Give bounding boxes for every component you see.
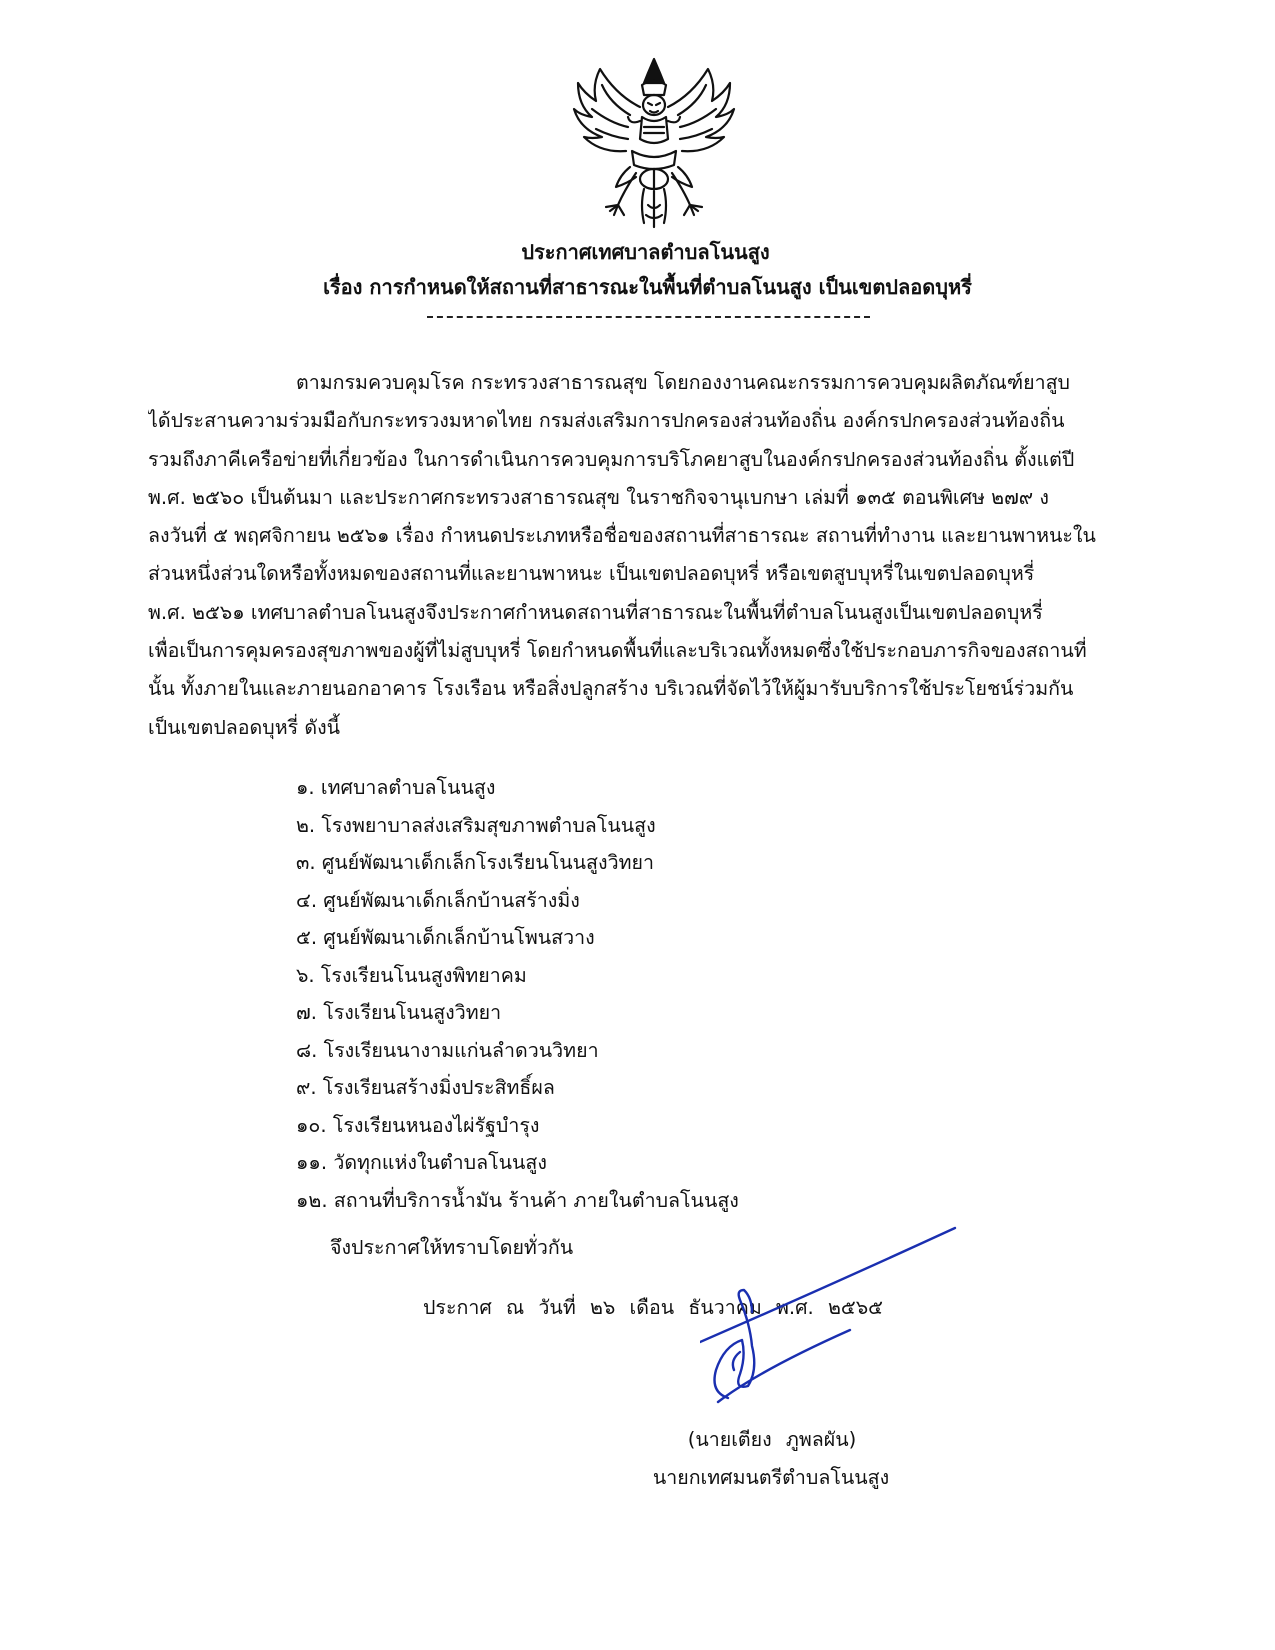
list-item: ๑๒. สถานที่บริการน้ำมัน ร้านค้า ภายในตำบลโนนสูง	[296, 1188, 739, 1212]
title-divider	[427, 316, 870, 318]
body-line: เพื่อเป็นการคุมครองสุขภาพของผู้ที่ไม่สูบบุหรี่ โดยกำหนดพื้นที่และบริเวณทั้งหมดซึ่งใช้ประกอบภารกิจของสถานที่	[148, 639, 1087, 663]
list-item: ๑๐. โรงเรียนหนองไผ่รัฐบำรุง	[296, 1113, 540, 1137]
list-item: ๗. โรงเรียนโนนสูงวิทยา	[296, 1001, 502, 1024]
smoke-free-places-list	[296, 769, 996, 1219]
body-line: ลงวันที่ ๕ พฤศจิกายน ๒๕๖๑ เรื่อง กำหนดประเภทหรือชื่อของสถานที่สาธารณะ สถานที่ทำงาน และยานพาหนะใน	[148, 524, 1096, 548]
list-item: ๑๑. วัดทุกแห่งในตำบลโนนสูง	[296, 1151, 547, 1174]
signer-name: (นายเตียง ภูพลผัน)	[687, 1428, 857, 1451]
signer-position: นายกเทศมนตรีตำบลโนนสูง	[652, 1466, 890, 1489]
list-item: ๖. โรงเรียนโนนสูงพิทยาคม	[296, 963, 527, 987]
body-line: เป็นเขตปลอดบุหรี่ ดังนี้	[148, 715, 341, 739]
list-item: ๘. โรงเรียนนางามแก่นลำดวนวิทยา	[296, 1038, 599, 1062]
list-item: ๙. โรงเรียนสร้างมิ่งประสิทธิ์ผล	[296, 1076, 555, 1099]
announcement-date: ประกาศ ณ วันที่ ๒๖ เดือน ธันวาคม พ.ศ. ๒๕๖๕	[423, 1296, 884, 1319]
list-item: ๓. ศูนย์พัฒนาเด็กเล็กโรงเรียนโนนสูงวิทยา	[296, 851, 654, 874]
body-line: ส่วนหนึ่งส่วนใดหรือทั้งหมดของสถานที่และยานพาหนะ เป็นเขตปลอดบุหรี่ หรือเขตสูบบุหรี่ในเขตปลอดบุหรี่	[148, 562, 1035, 586]
list-item: ๔. ศูนย์พัฒนาเด็กเล็กบ้านสร้างมิ่ง	[296, 888, 580, 912]
document-title: ประกาศเทศบาลตำบลโนนสูง	[521, 240, 770, 264]
body-line: ได้ประสานความร่วมมือกับกระทรวงมหาดไทย กรมส่งเสริมการปกครองส่วนท้องถิ่น องค์กรปกครองส่วนท้องถิ่น	[148, 409, 1065, 433]
garuda-emblem	[570, 55, 738, 230]
body-line: พ.ศ. ๒๕๖๐ เป็นต้นมา และประกาศกระทรวงสาธารณสุข ในราชกิจจานุเบกษา เล่มที่ ๑๓๕ ตอนพิเศษ ๒๗๙ ง	[148, 485, 1049, 509]
document-subject: เรื่อง การกำหนดให้สถานที่สาธารณะในพื้นที่ตำบลโนนสูง เป็นเขตปลอดบุหรี่	[323, 275, 972, 299]
list-item: ๑. เทศบาลตำบลโนนสูง	[296, 776, 496, 799]
handwritten-signature	[700, 1220, 1020, 1420]
body-line: นั้น ทั้งภายในและภายนอกอาคาร โรงเรือน หรือสิ่งปลูกสร้าง บริเวณที่จัดไว้ให้ผู้มารับบริการใช้ประโยชน์ร่วมกัน	[148, 677, 1074, 701]
closing-statement: จึงประกาศให้ทราบโดยทั่วกัน	[330, 1236, 574, 1259]
body-line: รวมถึงภาคีเครือข่ายที่เกี่ยวข้อง ในการดำเนินการควบคุมการบริโภคยาสูบในองค์กรปกครองส่วนท้องถิ่น ตั้งแต่ปี	[148, 447, 1075, 471]
announcement-body	[148, 364, 1143, 747]
list-item: ๕. ศูนย์พัฒนาเด็กเล็กบ้านโพนสวาง	[296, 926, 595, 949]
body-line: ตามกรมควบคุมโรค กระทรวงสาธารณสุข โดยกองงานคณะกรรมการควบคุมผลิตภัณฑ์ยาสูบ	[296, 371, 1070, 394]
list-item: ๒. โรงพยาบาลส่งเสริมสุขภาพตำบลโนนสูง	[296, 813, 656, 837]
body-line: พ.ศ. ๒๕๖๑ เทศบาลตำบลโนนสูงจึงประกาศกำหนดสถานที่สาธารณะในพื้นที่ตำบลโนนสูงเป็นเขตปลอดบุหรี่	[148, 600, 1043, 624]
